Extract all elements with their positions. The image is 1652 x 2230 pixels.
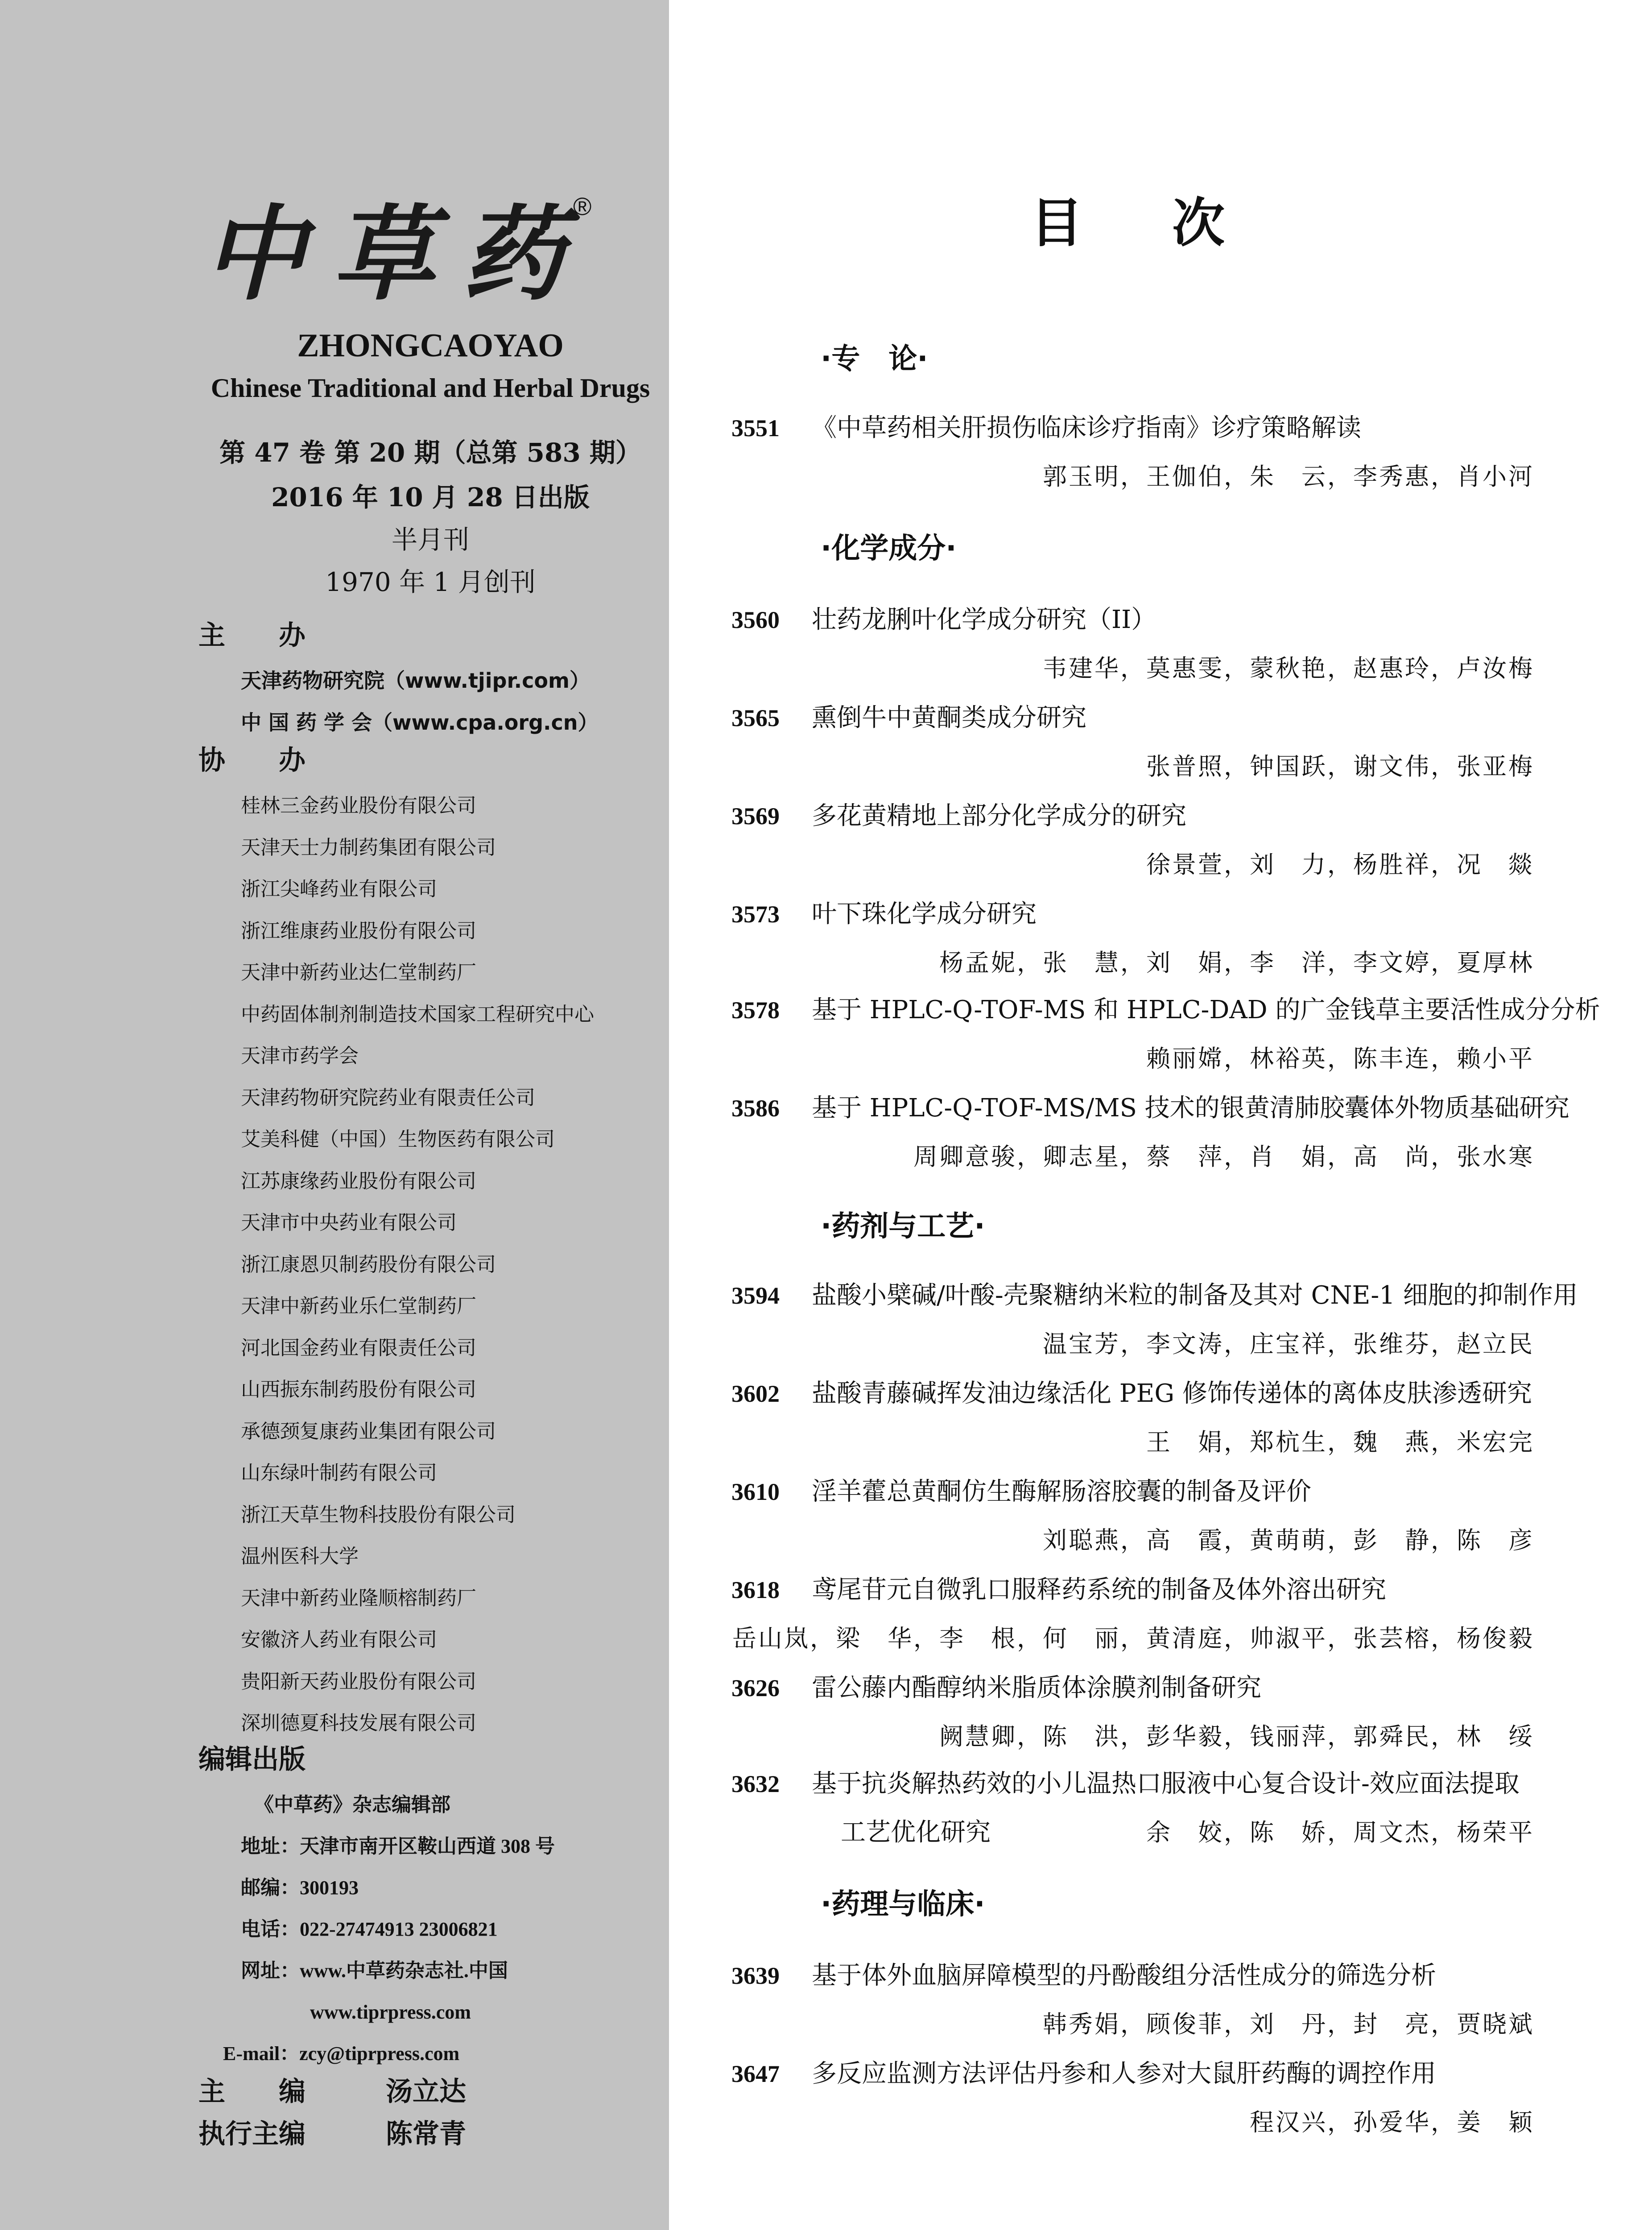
phone-value: 022-27474913 23006821 (300, 1918, 498, 1940)
cosponsor-item: 温州医科大学 (241, 1545, 359, 1568)
address-value: 天津市南开区鞍山西道 308 号 (300, 1835, 555, 1857)
entry-authors: 王 娟，郑杭生，魏 燕，米宏完 (1146, 1428, 1534, 1456)
entry-page-number: 3578 (731, 997, 780, 1024)
section-heading-commentary: ·专 论· (821, 343, 928, 376)
cosponsor-item: 浙江维康药业股份有限公司 (241, 919, 476, 942)
cosponsor-item: 天津药物研究院药业有限责任公司 (241, 1086, 535, 1109)
website-row (241, 1950, 555, 1991)
entry-title: 壮药龙脷叶化学成分研究（II） (812, 605, 1156, 634)
entry-authors: 张普照，钟国跃，谢文伟，张亚梅 (1146, 752, 1534, 780)
journal-logo (198, 183, 600, 317)
volume-issue: 第 47 卷 第 20 期（总第 583 期） (219, 438, 641, 468)
entry-page-number: 3602 (731, 1380, 780, 1407)
entry-authors: 赖丽嫦，林裕英，陈丰连，赖小平 (1146, 1045, 1534, 1073)
entry-title: 鸢尾苷元自微乳口服释药系统的制备及体外溶出研究 (812, 1575, 1386, 1604)
address-label: 地址： (241, 1835, 300, 1858)
address-row (241, 1825, 555, 1867)
journal-name-english: Chinese Traditional and Herbal Drugs (211, 373, 650, 403)
cosponsor-item: 艾美科健（中国）生物医药有限公司 (241, 1128, 555, 1151)
entry-authors: 郭玉明，王伽伯，朱 云，李秀惠，肖小河 (1043, 463, 1534, 491)
section-heading-pharmacology: ·药理与临床· (821, 1888, 985, 1921)
logo-char-2: 草 (332, 194, 435, 314)
entry-title-continued: 工艺优化研究 (841, 1818, 991, 1847)
cosponsor-item: 山西振东制药股份有限公司 (241, 1378, 476, 1401)
cosponsors-heading: 协 办 (198, 745, 306, 776)
entry-authors: 岳山岚，梁 华，李 根，何 丽，黄清庭，帅淑平，张芸榕，杨俊毅 (732, 1624, 1534, 1652)
entry-page-number: 3586 (731, 1095, 780, 1122)
publisher-heading: 编辑出版 (198, 1744, 306, 1775)
entry-title: 叶下珠化学成分研究 (812, 900, 1037, 929)
entry-page-number: 3639 (731, 1962, 780, 1989)
founded-date: 1970 年 1 月创刊 (325, 567, 536, 597)
postcode-row (241, 1867, 555, 1908)
cosponsor-item: 天津市药学会 (241, 1045, 359, 1067)
executive-editor-name: 陈常青 (386, 2118, 466, 2150)
toc-title: 目次 (1030, 192, 1314, 254)
website-link-2[interactable]: www.tiprpress.com (310, 2001, 471, 2023)
sponsors-heading: 主 办 (198, 620, 306, 651)
entry-authors: 杨孟妮，张 慧，刘 娟，李 洋，李文婷，夏厚林 (939, 949, 1534, 977)
entry-title: 多花黄精地上部分化学成分的研究 (812, 801, 1186, 830)
entry-authors: 程汉兴，孙爱华，姜 颖 (1250, 2108, 1534, 2136)
entry-title: 基于体外血脑屏障模型的丹酚酸组分活性成分的筛选分析 (812, 1961, 1436, 1990)
entry-page-number: 3647 (731, 2061, 780, 2087)
chief-editor-row (198, 2074, 466, 2110)
sponsors-list (241, 660, 599, 743)
sponsor-item: 中 国 药 学 会（www.cpa.org.cn） (241, 710, 599, 735)
cosponsor-item: 天津中新药业隆顺榕制药厂 (241, 1586, 476, 1610)
publisher-block (223, 1784, 555, 2074)
entry-authors: 徐景萱，刘 力，杨胜祥，况 燚 (1146, 851, 1534, 879)
phone-row (241, 1908, 555, 1950)
executive-editor-label: 执行主编 (198, 2118, 306, 2150)
cosponsor-item: 山东绿叶制药有限公司 (241, 1462, 437, 1484)
entry-title: 雷公藤内酯醇纳米脂质体涂膜剂制备研究 (812, 1673, 1261, 1702)
cosponsor-item: 江苏康缘药业股份有限公司 (241, 1169, 476, 1193)
entry-title: 盐酸青藤碱挥发油边缘活化 PEG 修饰传递体的离体皮肤渗透研究 (812, 1379, 1532, 1408)
logo-char-3: 药 (462, 194, 564, 314)
registered-mark: ® (573, 192, 592, 220)
logo-char-1: 中 (203, 194, 306, 314)
cosponsor-item: 浙江尖峰药业有限公司 (241, 878, 437, 900)
website-label: 网址： (241, 1959, 300, 1982)
cosponsor-item: 深圳德夏科技发展有限公司 (241, 1712, 476, 1734)
entry-page-number: 3632 (731, 1771, 780, 1797)
entry-title: 盐酸小檗碱/叶酸-壳聚糖纳米粒的制备及其对 CNE-1 细胞的抑制作用 (812, 1281, 1578, 1310)
sponsor-item: 天津药物研究院（www.tjipr.com） (241, 669, 590, 693)
website-link-1[interactable]: www.中草药杂志社.中国 (300, 1960, 508, 1982)
entry-page-number: 3626 (731, 1675, 780, 1701)
entry-page-number: 3565 (731, 705, 780, 731)
cosponsor-item: 天津市中央药业有限公司 (241, 1211, 457, 1234)
postcode-value: 300193 (300, 1877, 359, 1899)
section-heading-chemistry: ·化学成分· (821, 532, 957, 565)
entry-authors: 韩秀娟，顾俊菲，刘 丹，封 亮，贾晓斌 (1043, 2010, 1534, 2038)
entry-authors: 周卿意骏，卿志星，蔡 萍，肖 娟，高 尚，张水寒 (913, 1143, 1534, 1171)
entry-page-number: 3569 (731, 803, 780, 830)
cosponsor-item: 河北国金药业有限责任公司 (241, 1336, 476, 1359)
entry-title: 基于 HPLC-Q-TOF-MS/MS 技术的银黄清肺胶囊体外物质基础研究 (812, 1094, 1569, 1123)
publication-date: 2016 年 10 月 28 日出版 (271, 482, 590, 512)
entry-authors: 刘聪燕，高 霞，黄萌萌，彭 静，陈 彦 (1043, 1526, 1534, 1554)
chief-editor-label: 主 编 (198, 2076, 306, 2107)
journal-name-pinyin: ZHONGCAOYAO (297, 327, 564, 364)
cosponsor-item: 中药固体制剂制造技术国家工程研究中心 (241, 1003, 594, 1026)
cosponsor-item: 浙江康恩贝制药股份有限公司 (241, 1253, 496, 1276)
entry-page-number: 3618 (731, 1577, 780, 1603)
cosponsor-item: 贵阳新天药业股份有限公司 (241, 1670, 476, 1693)
chief-editor-name: 汤立达 (386, 2076, 466, 2107)
publication-frequency: 半月刊 (391, 524, 469, 555)
email-row (223, 2033, 555, 2074)
cosponsor-item: 天津中新药业达仁堂制药厂 (241, 961, 476, 984)
entry-title: 《中草药相关肝损伤临床诊疗指南》诊疗策略解读 (812, 413, 1361, 442)
cosponsor-item: 承德颈复康药业集团有限公司 (241, 1420, 496, 1443)
entry-title: 多反应监测方法评估丹参和人参对大鼠肝药酶的调控作用 (812, 2059, 1436, 2088)
cosponsor-item: 安徽济人药业有限公司 (241, 1628, 437, 1651)
cosponsor-item: 桂林三金药业股份有限公司 (241, 794, 476, 817)
cosponsor-item: 天津天士力制药集团有限公司 (241, 836, 496, 859)
cosponsor-item: 天津中新药业乐仁堂制药厂 (241, 1295, 476, 1317)
entry-page-number: 3610 (731, 1478, 780, 1505)
masthead-sidebar (0, 0, 669, 2230)
entry-page-number: 3573 (731, 901, 780, 928)
entry-title: 熏倒牛中黄酮类成分研究 (812, 703, 1086, 732)
email-link[interactable]: zcy@tiprpress.com (299, 2043, 460, 2065)
entry-title: 基于 HPLC-Q-TOF-MS 和 HPLC-DAD 的广金钱草主要活性成分分析 (812, 995, 1600, 1024)
email-label: E-mail： (223, 2043, 300, 2065)
entry-authors: 温宝芳，李文涛，庄宝祥，张维芬，赵立民 (1043, 1330, 1534, 1358)
entry-page-number: 3560 (731, 607, 780, 633)
executive-editor-row (198, 2116, 466, 2152)
editorial-office: 《中草药》杂志编辑部 (254, 1794, 450, 1816)
entry-page-number: 3594 (731, 1282, 780, 1309)
entry-authors: 阙慧卿，陈 洪，彭华毅，钱丽萍，郭舜民，林 绥 (939, 1722, 1534, 1751)
cosponsor-item: 浙江天草生物科技股份有限公司 (241, 1503, 516, 1526)
cosponsors-list (241, 785, 594, 1744)
entry-page-number: 3551 (731, 415, 780, 442)
postcode-label: 邮编： (241, 1876, 300, 1899)
section-heading-pharmaceutics: ·药剂与工艺· (821, 1210, 985, 1243)
entry-authors: 韦建华，莫惠雯，蒙秋艳，赵惠玲，卢汝梅 (1043, 654, 1534, 682)
phone-label: 电话： (241, 1918, 300, 1941)
entry-authors: 余 姣，陈 娇，周文杰，杨荣平 (1146, 1818, 1534, 1846)
entry-title: 淫羊藿总黄酮仿生酶解肠溶胶囊的制备及评价 (812, 1477, 1311, 1506)
website-row-2 (241, 1991, 555, 2033)
entry-title: 基于抗炎解热药效的小儿温热口服液中心复合设计-效应面法提取 (812, 1769, 1520, 1798)
